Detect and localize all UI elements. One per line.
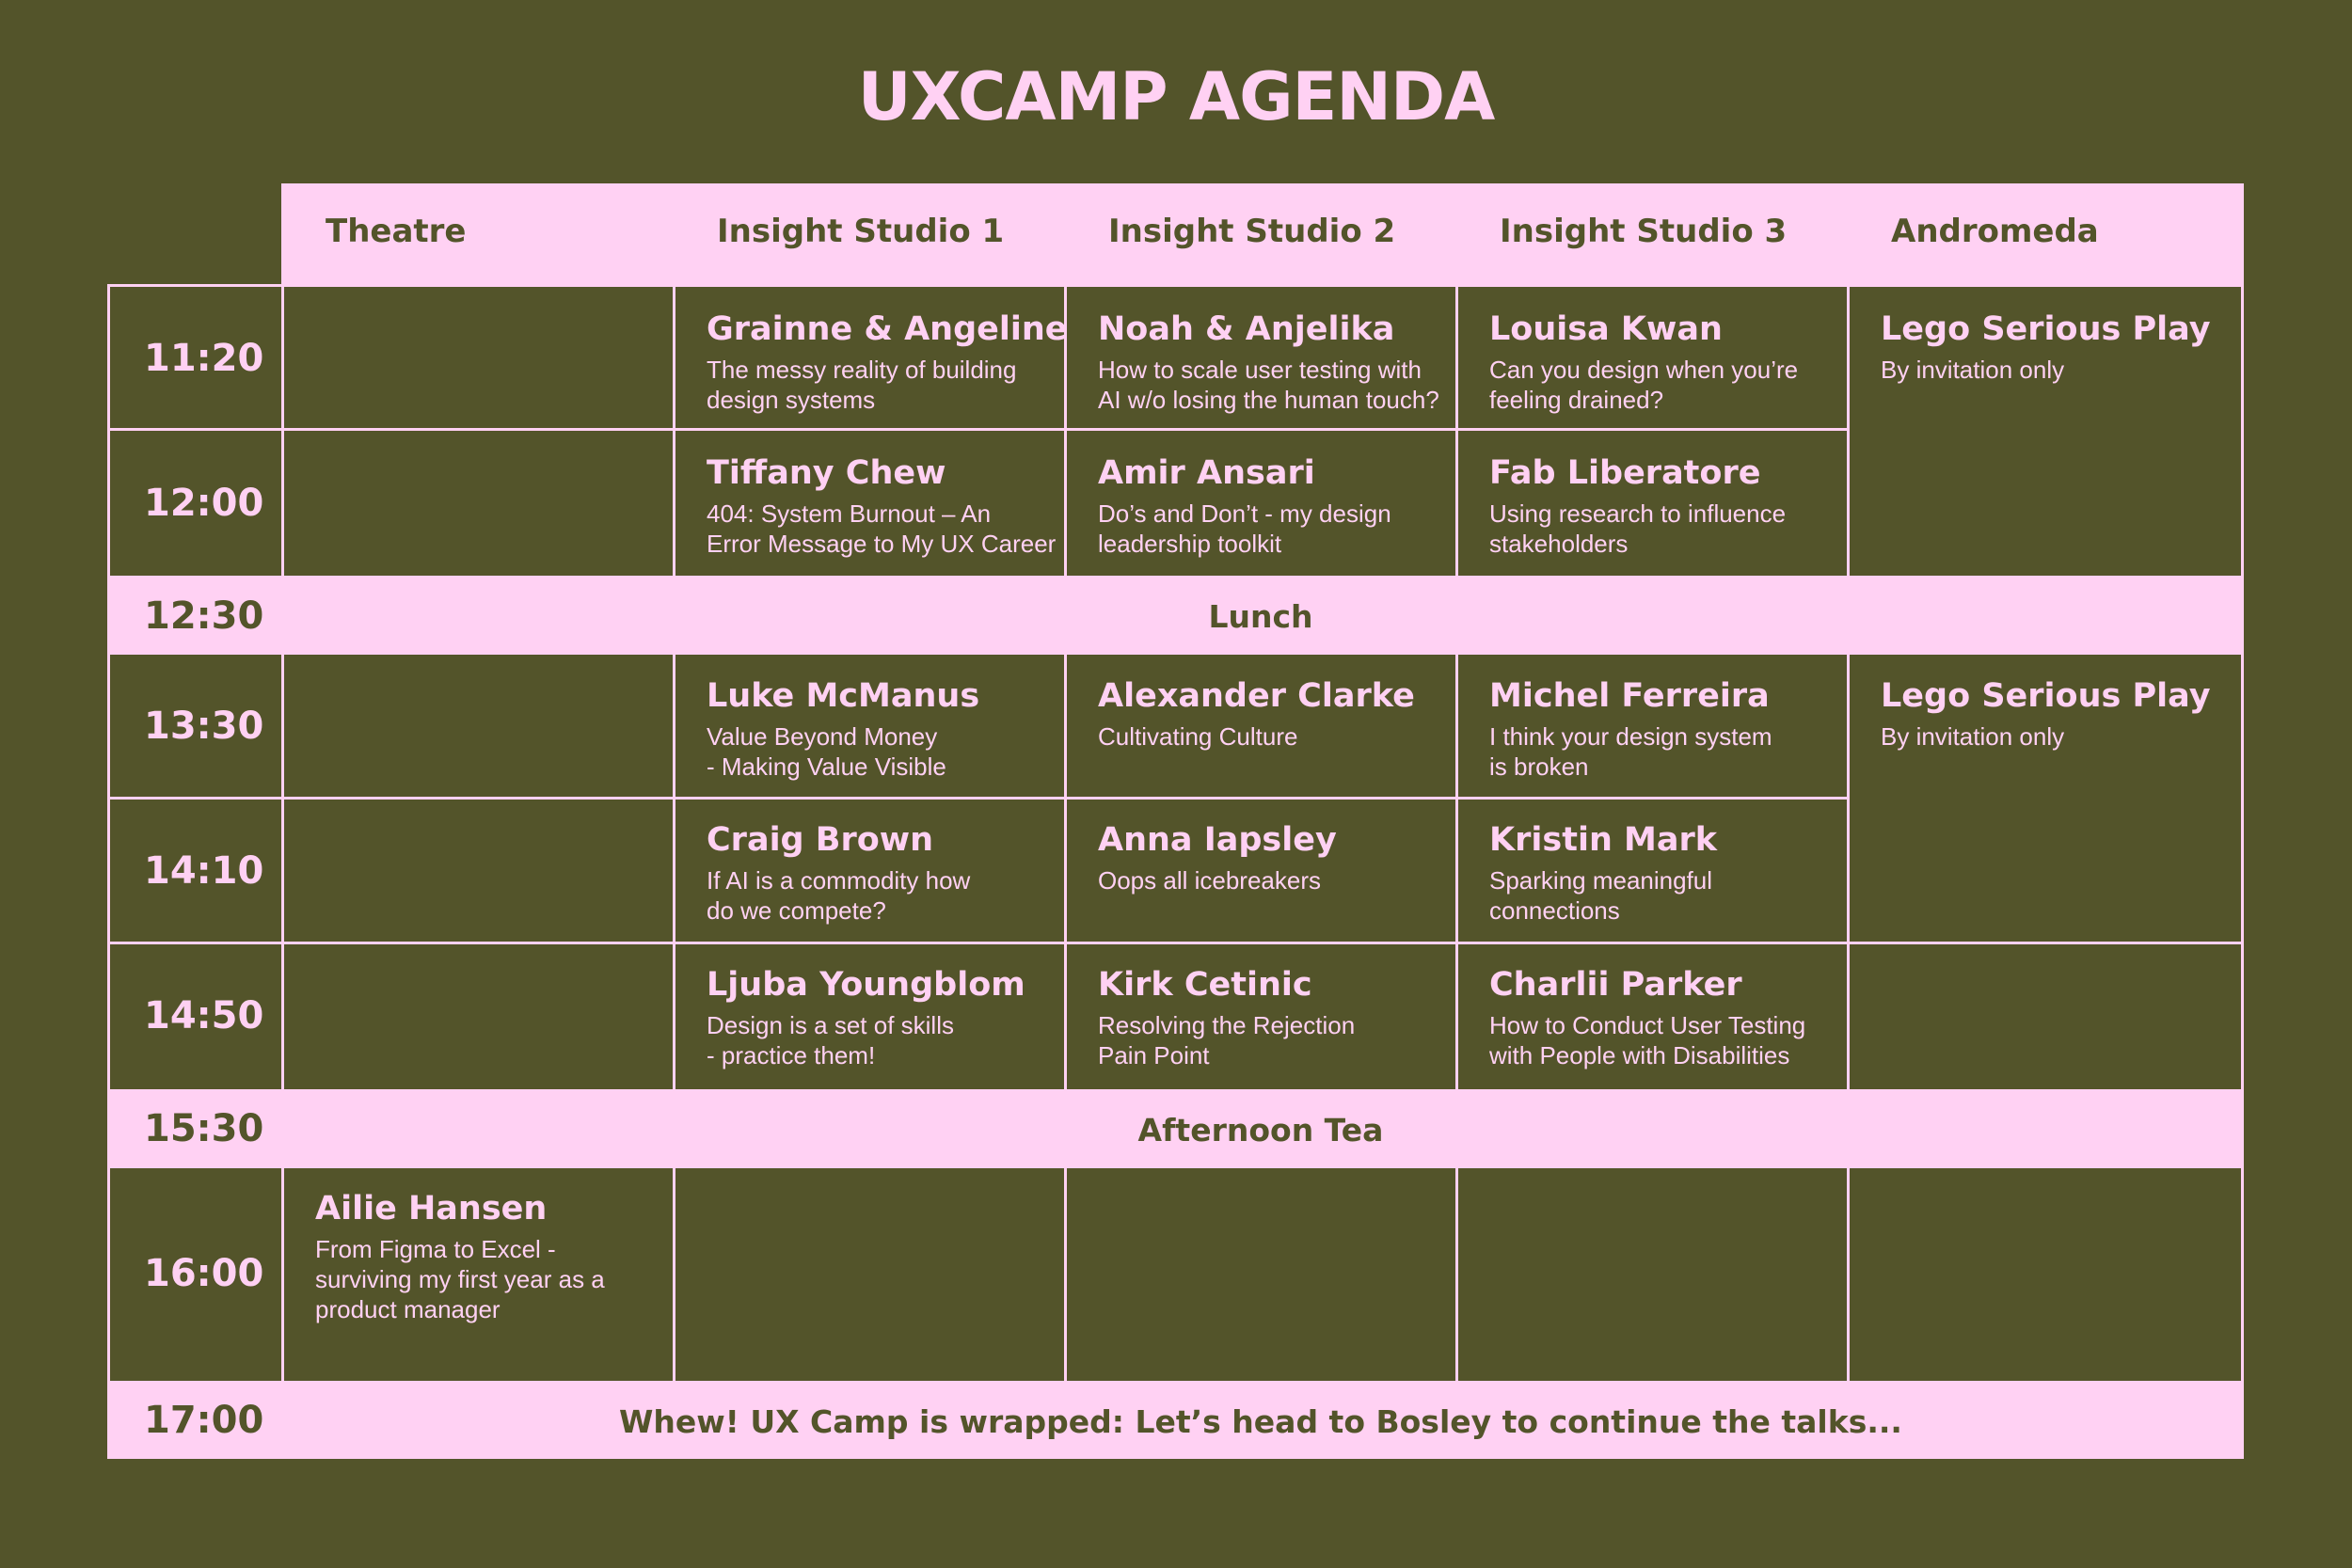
session-title: From Figma to Excel - surviving my first year as a product manager bbox=[315, 1235, 605, 1323]
session-cell-empty bbox=[281, 652, 675, 800]
room-header-insight-studio-2: Insight Studio 2 bbox=[1108, 213, 1396, 250]
session-cell-empty bbox=[1455, 1165, 1850, 1384]
session-title: Value Beyond Money - Making Value Visible bbox=[707, 722, 946, 781]
session-speaker: Lego Serious Play bbox=[1881, 677, 2211, 715]
session-title: Using research to influence stakeholders bbox=[1489, 499, 1787, 558]
session-speaker: Anna Iapsley bbox=[1098, 821, 1337, 859]
time-label: 15:30 bbox=[144, 1107, 264, 1150]
time-label: 12:00 bbox=[144, 482, 264, 525]
session-title: I think your design system is broken bbox=[1489, 722, 1772, 781]
room-header-theatre: Theatre bbox=[326, 213, 467, 250]
session-speaker: Tiffany Chew bbox=[707, 454, 946, 492]
session-title: Sparking meaningful connections bbox=[1489, 866, 1713, 925]
session-title: 404: System Burnout – An Error Message to My UX Career bbox=[707, 499, 1057, 558]
session-cell-empty bbox=[281, 797, 675, 944]
time-label: 13:30 bbox=[144, 705, 264, 748]
session-title: How to scale user testing with AI w/o losing the human touch? bbox=[1098, 356, 1439, 414]
session-speaker: Fab Liberatore bbox=[1489, 454, 1761, 492]
session-title: Oops all icebreakers bbox=[1098, 866, 1321, 895]
session-cell-empty bbox=[281, 428, 675, 578]
session-cell-empty bbox=[1847, 942, 2244, 1092]
session-speaker: Kristin Mark bbox=[1489, 821, 1718, 859]
session-speaker: Michel Ferreira bbox=[1489, 677, 1770, 715]
session-title: Do’s and Don’t - my design leadership toolkit bbox=[1098, 499, 1391, 558]
lunch-label: Lunch bbox=[1208, 598, 1313, 635]
session-cell-empty bbox=[673, 1165, 1067, 1384]
session-speaker: Lego Serious Play bbox=[1881, 310, 2211, 348]
session-speaker: Craig Brown bbox=[707, 821, 934, 859]
time-label: 17:00 bbox=[144, 1399, 264, 1442]
session-speaker: Grainne & Angeline bbox=[707, 310, 1068, 348]
session-speaker: Ljuba Youngblom bbox=[707, 966, 1025, 1004]
session-title: By invitation only bbox=[1881, 356, 2065, 384]
room-header-insight-studio-1: Insight Studio 1 bbox=[717, 213, 1005, 250]
time-label: 16:00 bbox=[144, 1252, 264, 1295]
session-speaker: Ailie Hansen bbox=[315, 1190, 548, 1227]
session-cell-empty bbox=[1847, 1165, 2244, 1384]
session-speaker: Luke McManus bbox=[707, 677, 980, 715]
afternoon-tea-label: Afternoon Tea bbox=[1137, 1112, 1384, 1148]
session-title: Resolving the Rejection Pain Point bbox=[1098, 1011, 1356, 1069]
time-label: 14:50 bbox=[144, 994, 264, 1037]
session-title: If AI is a commodity how do we compete? bbox=[707, 866, 971, 925]
session-speaker: Amir Ansari bbox=[1098, 454, 1315, 492]
session-speaker: Kirk Cetinic bbox=[1098, 966, 1312, 1004]
time-label: 12:30 bbox=[144, 594, 264, 638]
session-cell-empty bbox=[281, 284, 675, 431]
session-title: By invitation only bbox=[1881, 722, 2065, 751]
time-label: 11:20 bbox=[144, 337, 264, 380]
wrap-message: Whew! UX Camp is wrapped: Let’s head to Bosley to continue the talks... bbox=[619, 1403, 1902, 1440]
session-title: Can you design when you’re feeling drained? bbox=[1489, 356, 1799, 414]
room-header-insight-studio-3: Insight Studio 3 bbox=[1500, 213, 1788, 250]
session-speaker: Alexander Clarke bbox=[1098, 677, 1415, 715]
session-speaker: Noah & Anjelika bbox=[1098, 310, 1395, 348]
session-speaker: Charlii Parker bbox=[1489, 966, 1742, 1004]
session-title: Design is a set of skills - practice them! bbox=[707, 1011, 954, 1069]
session-title: How to Conduct User Testing with People with Disabilities bbox=[1489, 1011, 1806, 1069]
room-header-andromeda: Andromeda bbox=[1891, 213, 2099, 250]
session-title: The messy reality of building design systems bbox=[707, 356, 1017, 414]
session-cell-empty bbox=[1064, 1165, 1458, 1384]
session-speaker: Louisa Kwan bbox=[1489, 310, 1723, 348]
session-title: Cultivating Culture bbox=[1098, 722, 1298, 751]
time-label: 14:10 bbox=[144, 849, 264, 893]
session-cell-empty bbox=[281, 942, 675, 1092]
page-title: UXCAMP AGENDA bbox=[857, 58, 1495, 135]
